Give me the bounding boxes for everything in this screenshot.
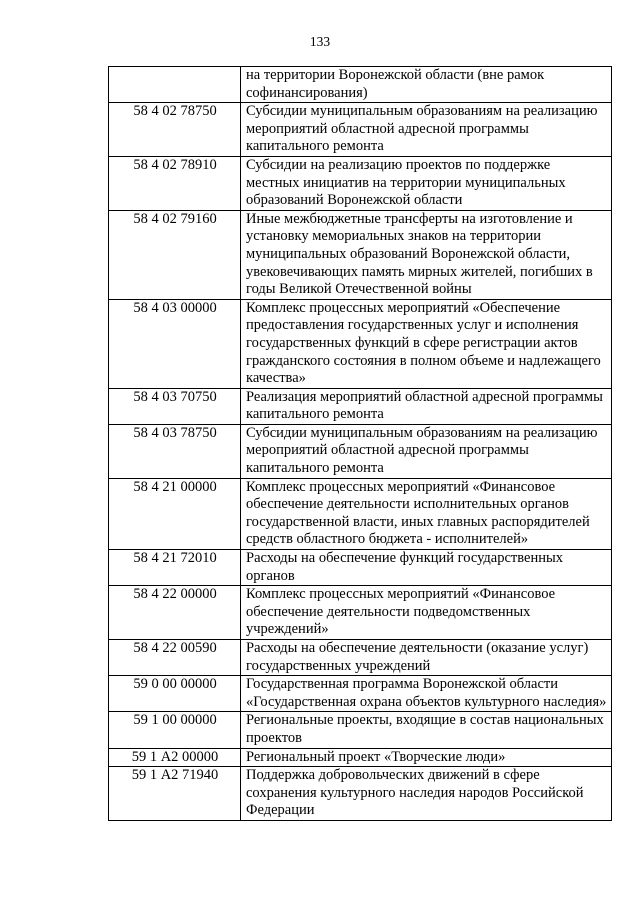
description-cell: Региональные проекты, входящие в состав национальных проектов	[241, 712, 612, 748]
description-cell: Поддержка добровольческих движений в сфере сохранения культурного наследия народов Российской Федерации	[241, 767, 612, 821]
description-cell: на территории Воронежской области (вне рамок софинансирования)	[241, 67, 612, 103]
description-cell: Субсидии на реализацию проектов по поддержке местных инициатив на территории муниципальных образований Воронежской области	[241, 156, 612, 210]
description-cell: Региональный проект «Творческие люди»	[241, 748, 612, 767]
budget-classification-table	[108, 66, 612, 821]
table-row	[109, 156, 612, 210]
code-cell: 59 1 А2 71940	[109, 767, 241, 821]
code-cell: 58 4 03 78750	[109, 424, 241, 478]
code-cell: 59 0 00 00000	[109, 676, 241, 712]
code-cell: 58 4 02 79160	[109, 210, 241, 299]
code-cell: 58 4 22 00000	[109, 586, 241, 640]
table-row	[109, 748, 612, 767]
table-row	[109, 424, 612, 478]
table-row	[109, 586, 612, 640]
table-row	[109, 478, 612, 549]
description-cell: Иные межбюджетные трансферты на изготовление и установку мемориальных знаков на территории муниципальных образований Воронежской области, увековечивающих память мирных жителей, погибших в годы Великой Отечественной войны	[241, 210, 612, 299]
code-cell: 58 4 02 78750	[109, 103, 241, 157]
code-cell: 58 4 03 00000	[109, 299, 241, 388]
table-row	[109, 676, 612, 712]
table-row	[109, 103, 612, 157]
code-cell: 59 1 00 00000	[109, 712, 241, 748]
code-cell	[109, 67, 241, 103]
description-cell: Реализация мероприятий областной адресной программы капитального ремонта	[241, 388, 612, 424]
description-cell: Субсидии муниципальным образованиям на реализацию мероприятий областной адресной программы капитального ремонта	[241, 103, 612, 157]
page-number: 133	[309, 34, 331, 49]
description-cell: Расходы на обеспечение деятельности (оказание услуг) государственных учреждений	[241, 640, 612, 676]
table-row	[109, 210, 612, 299]
code-cell: 58 4 03 70750	[109, 388, 241, 424]
description-cell: Комплекс процессных мероприятий «Финансовое обеспечение деятельности подведомственных учреждений»	[241, 586, 612, 640]
table-row	[109, 767, 612, 821]
description-cell: Субсидии муниципальным образованиям на реализацию мероприятий областной адресной программы капитального ремонта	[241, 424, 612, 478]
code-cell: 58 4 21 72010	[109, 550, 241, 586]
description-cell: Расходы на обеспечение функций государственных органов	[241, 550, 612, 586]
description-cell: Комплекс процессных мероприятий «Финансовое обеспечение деятельности исполнительных органов государственной власти, иных главных распорядителей средств областного бюджета - исполнителей»	[241, 478, 612, 549]
table-row	[109, 67, 612, 103]
table-row	[109, 388, 612, 424]
table-row	[109, 640, 612, 676]
table-row	[109, 712, 612, 748]
table-row	[109, 550, 612, 586]
table-row	[109, 299, 612, 388]
description-cell: Государственная программа Воронежской области «Государственная охрана объектов культурного наследия»	[241, 676, 612, 712]
description-cell: Комплекс процессных мероприятий «Обеспечение предоставления государственных услуг и исполнения государственных функций в сфере регистрации актов гражданского состояния в полном объеме и надлежащего качества»	[241, 299, 612, 388]
code-cell: 59 1 А2 00000	[109, 748, 241, 767]
code-cell: 58 4 21 00000	[109, 478, 241, 549]
code-cell: 58 4 02 78910	[109, 156, 241, 210]
code-cell: 58 4 22 00590	[109, 640, 241, 676]
